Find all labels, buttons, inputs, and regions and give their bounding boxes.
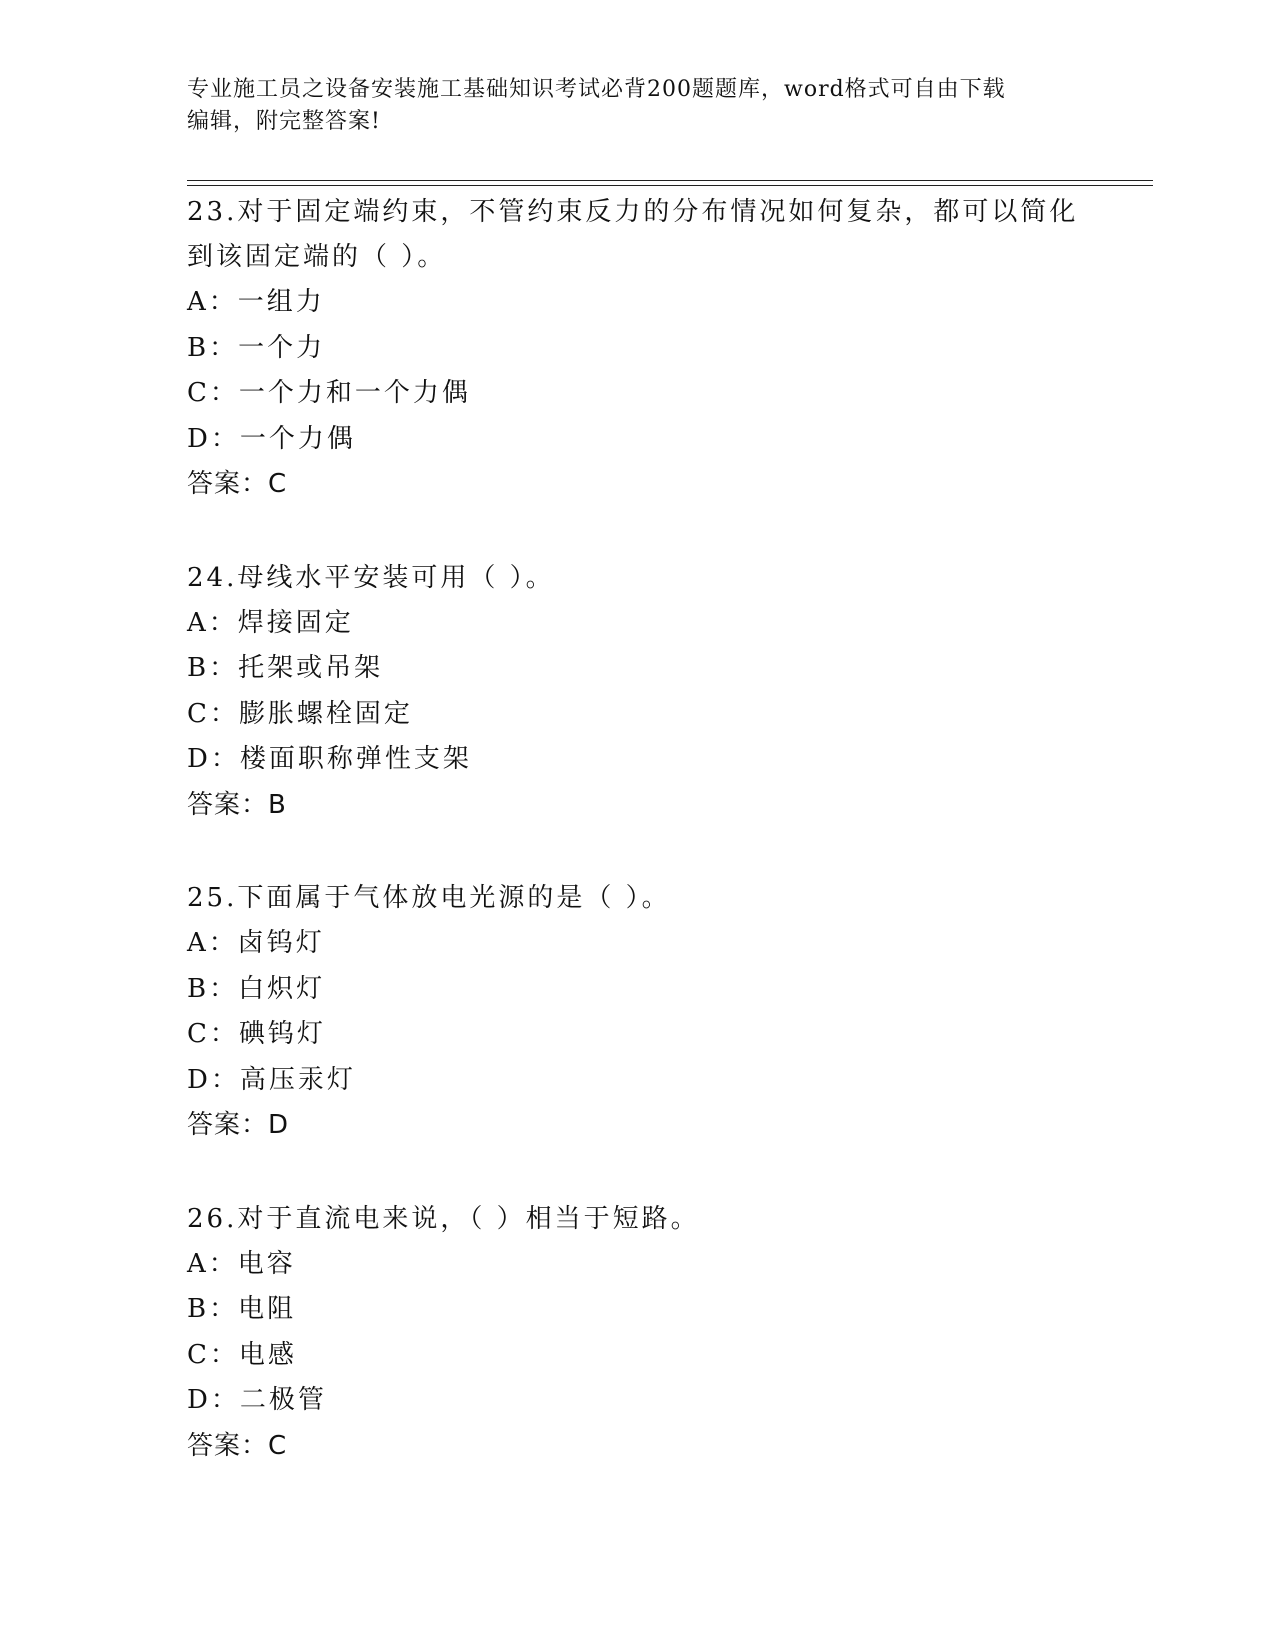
option-b: B：电阻: [187, 1294, 297, 1324]
option-b: B：白炽灯: [187, 973, 326, 1004]
question-23: [187, 188, 1087, 508]
option-b: B：一个力: [187, 332, 326, 363]
question-stem: 26.对于直流电来说，（ ）相当于短路。: [187, 1203, 700, 1234]
option-d: D：二极管: [187, 1385, 327, 1415]
answer: 答案：B: [187, 789, 287, 820]
option-b: B：托架或吊架: [187, 653, 384, 683]
question-stem-continued: 到该固定端的（ ）。: [187, 242, 447, 272]
answer: 答案：C: [187, 469, 288, 499]
header-title-line2: 编辑，附完整答案!: [187, 109, 381, 134]
question-stem: 24.母线水平安装可用（ ）。: [187, 562, 555, 593]
option-a: A：卤钨灯: [187, 928, 325, 958]
header-title-line1: 专业施工员之设备安装施工基础知识考试必背200题题库，word格式可自由下载: [187, 77, 1006, 102]
header-divider-top: [187, 180, 1153, 181]
option-c: C：电感: [187, 1339, 297, 1370]
question-25: [187, 874, 1087, 1149]
answer: 答案：C: [187, 1430, 288, 1461]
document-header: [187, 74, 1067, 138]
question-spacer: [187, 508, 1087, 554]
question-24: [187, 554, 1087, 829]
question-stem: 23.对于固定端约束，不管约束反力的分布情况如何复杂，都可以简化: [187, 197, 1079, 227]
option-a: A：电容: [187, 1248, 296, 1279]
option-a: A：焊接固定: [187, 607, 354, 638]
question-spacer: [187, 1149, 1087, 1195]
header-divider-bottom: [187, 185, 1153, 186]
option-d: D：一个力偶: [187, 423, 356, 454]
question-spacer: [187, 828, 1087, 874]
option-d: D：高压汞灯: [187, 1064, 356, 1095]
question-list: [187, 188, 1087, 1469]
question-26: [187, 1195, 1087, 1470]
option-a: A：一组力: [187, 287, 325, 317]
option-c: C：一个力和一个力偶: [187, 378, 471, 408]
option-d: D：楼面职称弹性支架: [187, 744, 472, 774]
answer: 答案：D: [187, 1110, 290, 1140]
option-c: C：碘钨灯: [187, 1019, 326, 1049]
option-c: C：膨胀螺栓固定: [187, 698, 413, 729]
question-stem: 25.下面属于气体放电光源的是（ ）。: [187, 883, 671, 913]
